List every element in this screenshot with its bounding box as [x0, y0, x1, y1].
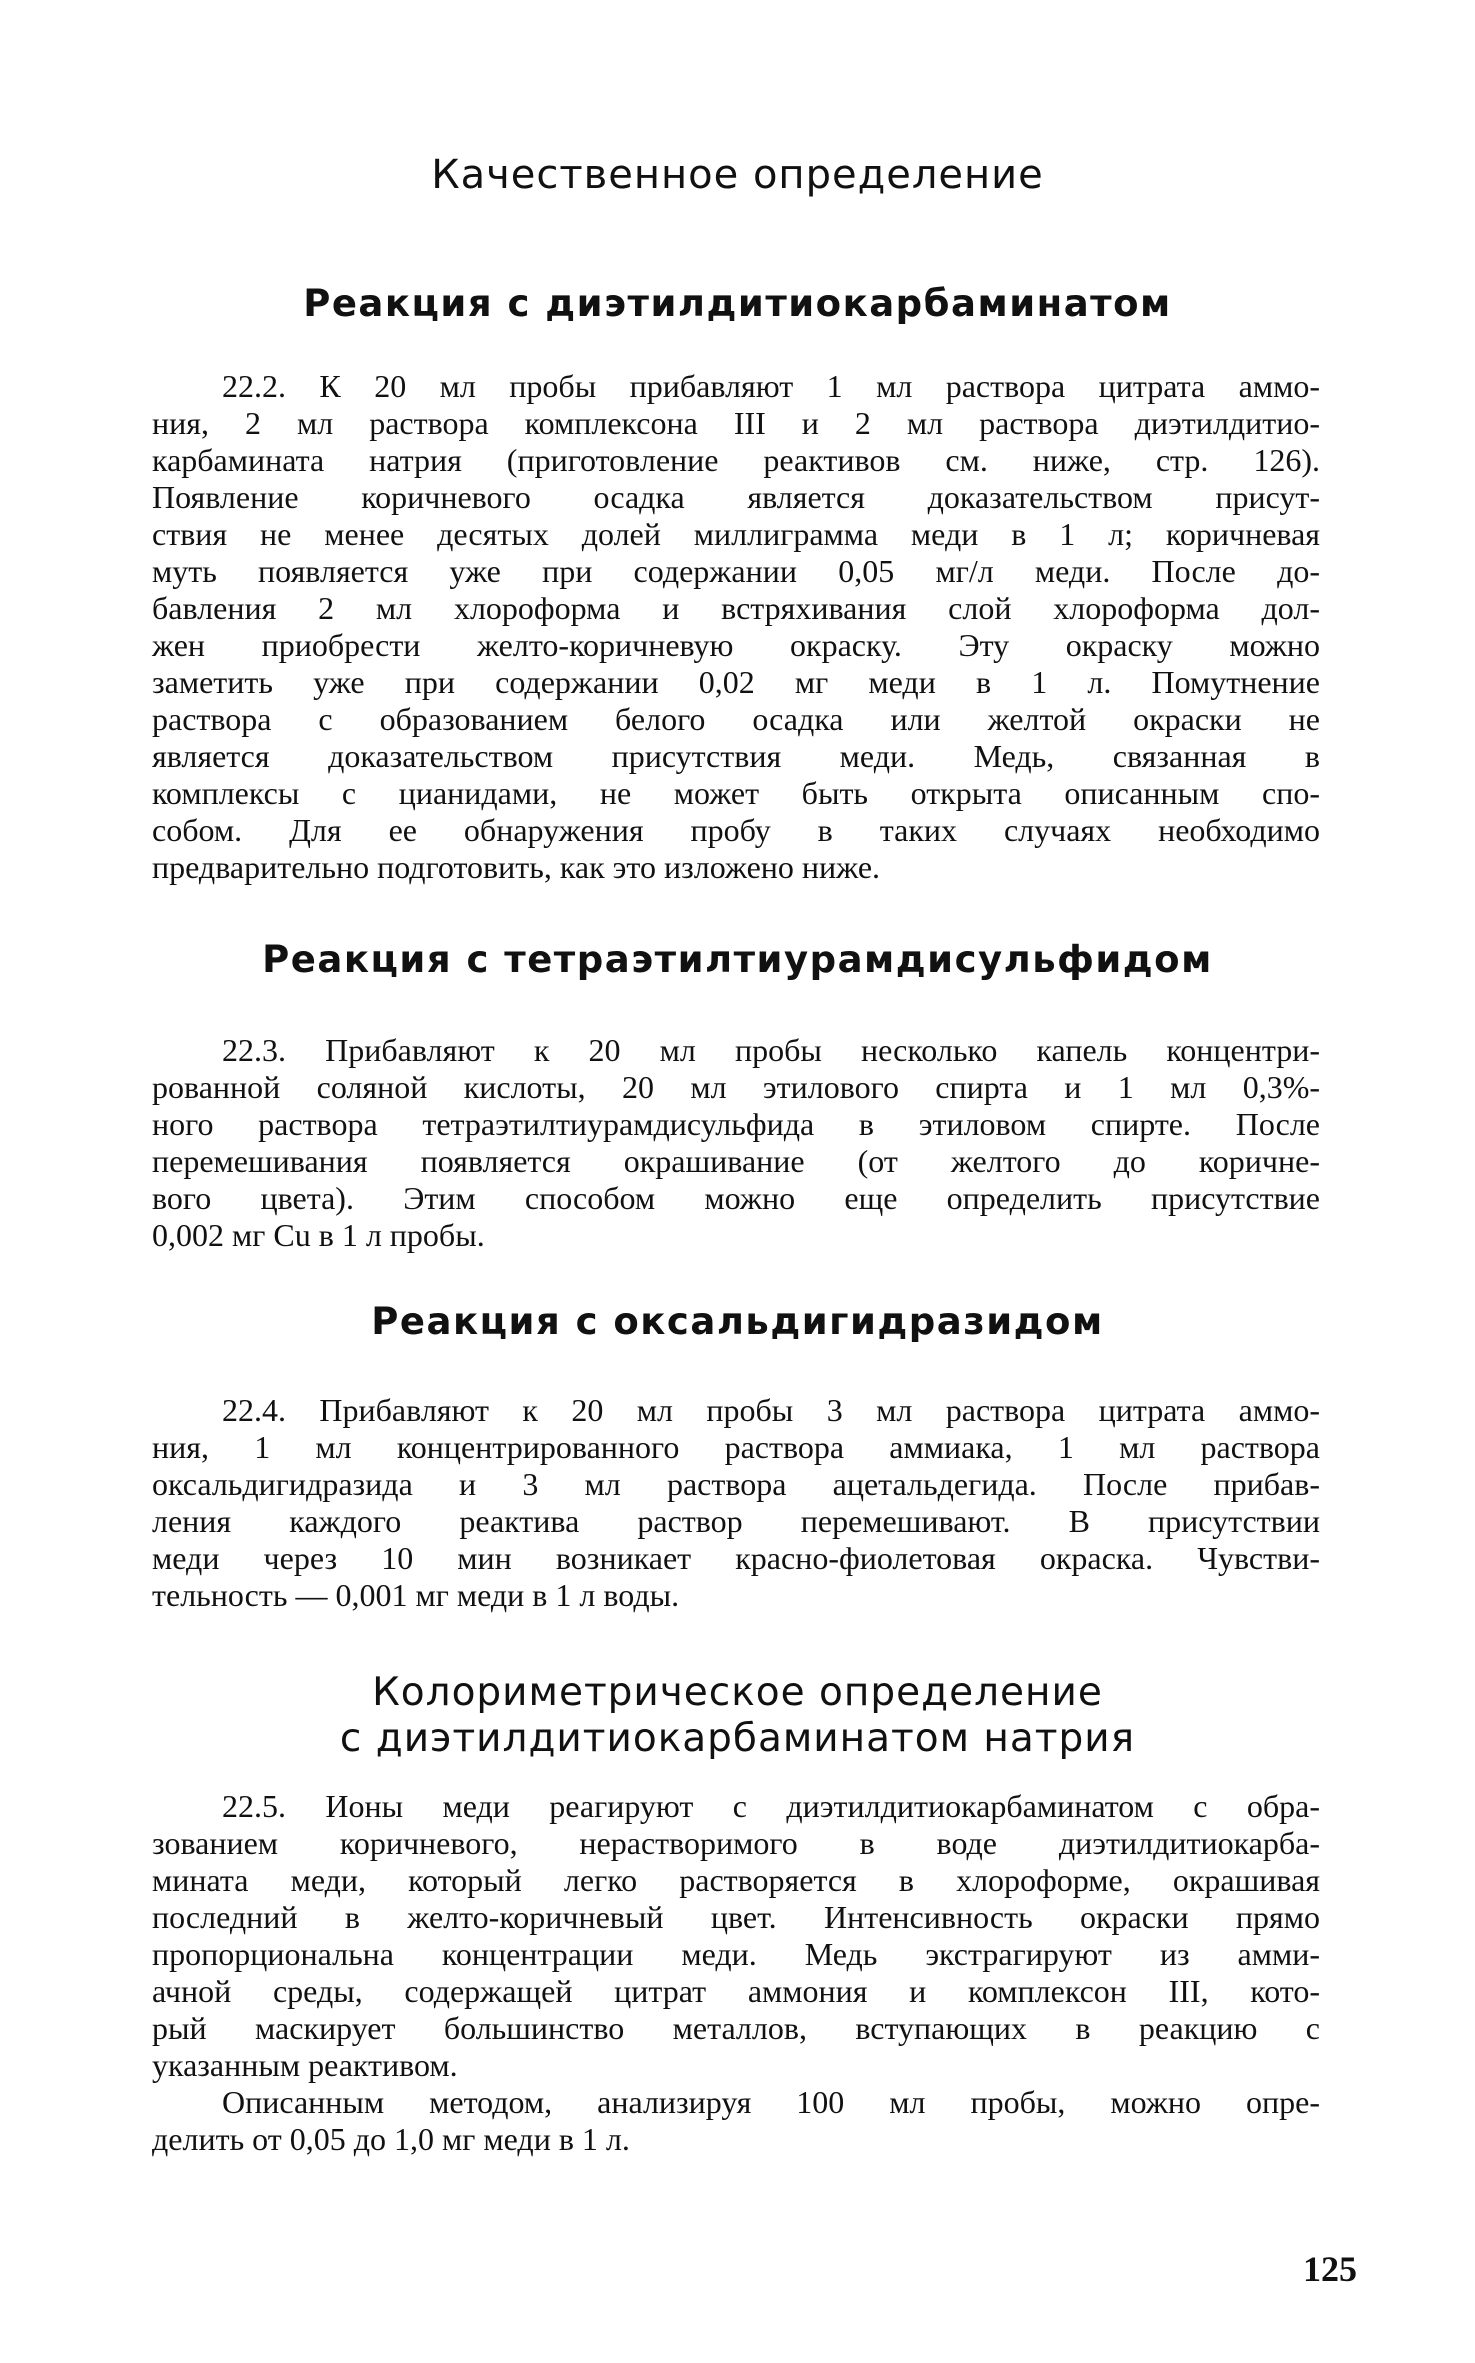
text-line: Описанным методом, анализируя 100 мл пробы, можно опре-: [222, 2084, 1320, 2120]
text-line: делить от 0,05 до 1,0 мг меди в 1 л.: [152, 2121, 630, 2157]
text-line: вого цвета). Этим способом можно еще определить присутствие: [152, 1180, 1320, 1216]
text-line: ния, 2 мл раствора комплексона III и 2 мл раствора диэтилдитио-: [152, 405, 1320, 441]
text-line: Появление коричневого осадка является доказательством присут-: [152, 479, 1320, 515]
text-line: рованной соляной кислоты, 20 мл этилового спирта и 1 мл 0,3%-: [152, 1069, 1320, 1105]
text-line: мината меди, который легко растворяется в хлороформе, окрашивая: [152, 1862, 1320, 1898]
text-line: карбамината натрия (приготовление реактивов см. ниже, стр. 126).: [152, 442, 1320, 478]
text-line: собом. Для ее обнаружения пробу в таких случаях необходимо: [152, 812, 1320, 848]
heading-line: Колориметрическое определение: [372, 1670, 1103, 1715]
text-line: 22.2. К 20 мл пробы прибавляют 1 мл раствора цитрата аммо-: [222, 368, 1320, 404]
text-line: ния, 1 мл концентрированного раствора аммиака, 1 мл раствора: [152, 1429, 1320, 1465]
page-number: 125: [1303, 2249, 1357, 2289]
text-line: перемешивания появляется окрашивание (от желтого до коричне-: [152, 1143, 1320, 1179]
text-line: является доказательством присутствия меди. Медь, связанная в: [152, 738, 1320, 774]
text-line: заметить уже при содержании 0,02 мг меди в 1 л. Помутнение: [152, 664, 1320, 700]
text-line: оксальдигидразида и 3 мл раствора ацетальдегида. После прибав-: [152, 1466, 1320, 1502]
section-heading-colorimetric: [0, 1670, 1475, 1762]
text-line: ления каждого реактива раствор перемешивают. В присутствии: [152, 1503, 1320, 1539]
paragraph-22-3: [152, 1032, 1320, 1254]
heading-line: с диэтилдитиокарбаминатом натрия: [339, 1716, 1136, 1761]
text-line: ствия не менее десятых долей миллиграмма меди в 1 л; коричневая: [152, 516, 1320, 552]
text-line: пропорциональна концентрации меди. Медь экстрагируют из амми-: [152, 1936, 1320, 1972]
text-line: 0,002 мг Cu в 1 л пробы.: [152, 1217, 485, 1253]
section-heading-oxaldihydrazide: Реакция с оксальдигидразидом: [371, 1300, 1104, 1343]
section-heading-tetraethylthiuram: Реакция с тетраэтилтиурамдисульфидом: [262, 938, 1213, 981]
text-line: последний в желто-коричневый цвет. Интенсивность окраски прямо: [152, 1899, 1320, 1935]
text-line: бавления 2 мл хлороформа и встряхивания слой хлороформа дол-: [152, 590, 1320, 626]
text-line: тельность — 0,001 мг меди в 1 л воды.: [152, 1577, 680, 1613]
paragraph-22-4: [152, 1392, 1320, 1614]
text-line: комплексы с цианидами, не может быть открыта описанным спо-: [152, 775, 1320, 811]
text-line: рый маскирует большинство металлов, вступающих в реакцию с: [152, 2010, 1320, 2046]
text-line: ного раствора тетраэтилтиурамдисульфида в этиловом спирте. После: [152, 1106, 1320, 1142]
text-line: жен приобрести желто-коричневую окраску. Эту окраску можно: [152, 627, 1320, 663]
text-line: 22.3. Прибавляют к 20 мл пробы несколько капель концентри-: [222, 1032, 1320, 1068]
text-line: меди через 10 мин возникает красно-фиолетовая окраска. Чувстви-: [152, 1540, 1320, 1576]
text-line: зованием коричневого, нерастворимого в воде диэтилдитиокарба-: [152, 1825, 1320, 1861]
text-line: ачной среды, содержащей цитрат аммония и комплексон III, кото-: [152, 1973, 1320, 2009]
text-line: раствора с образованием белого осадка или желтой окраски не: [152, 701, 1320, 737]
paragraph-22-2: [152, 368, 1320, 886]
text-line: предварительно подготовить, как это изложено ниже.: [152, 849, 881, 885]
page-title: Качественное определение: [431, 152, 1044, 198]
text-line: указанным реактивом.: [152, 2047, 458, 2083]
paragraph-22-5: [152, 1788, 1320, 2158]
section-heading-diethyldithiocarbamate: Реакция с диэтилдитиокарбаминатом: [303, 282, 1172, 325]
text-line: 22.4. Прибавляют к 20 мл пробы 3 мл раствора цитрата аммо-: [222, 1392, 1320, 1428]
text-line: муть появляется уже при содержании 0,05 мг/л меди. После до-: [152, 553, 1320, 589]
text-line: 22.5. Ионы меди реагируют с диэтилдитиокарбаминатом с обра-: [222, 1788, 1320, 1824]
